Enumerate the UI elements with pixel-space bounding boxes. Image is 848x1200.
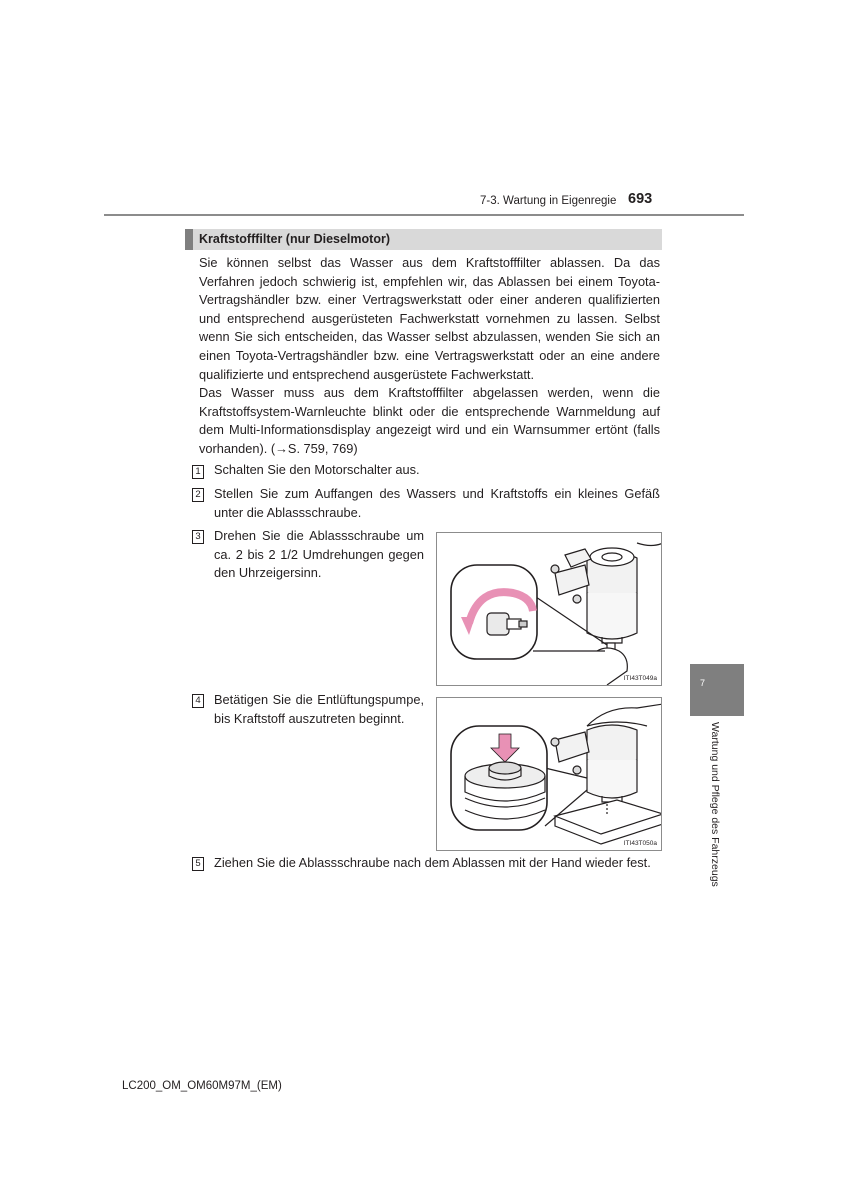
step-text-4: Betätigen Sie die Entlüftungspumpe, bis Kraftstoff auszutreten beginnt.: [214, 692, 424, 726]
chapter-title-vertical: Wartung und Pflege des Fahrzeugs: [709, 722, 721, 887]
step-number-5: 5: [192, 857, 204, 871]
step-text-5: Ziehen Sie die Ablassschraube nach dem Ablassen mit der Hand wieder fest.: [214, 855, 651, 870]
fuel-filter-illustration-2: [437, 698, 662, 851]
step-text-1: Schalten Sie den Motorschalter aus.: [214, 462, 420, 477]
footer-code: LC200_OM_OM60M97M_(EM): [122, 1080, 282, 1092]
step-text-3: Drehen Sie die Ablassschraube um ca. 2 bis 2 1/2 Umdrehungen gegen den Uhrzeigersinn.: [214, 528, 424, 581]
step-number-2: 2: [192, 488, 204, 502]
figure-drain-plug: [436, 532, 662, 686]
step-number-3: 3: [192, 530, 204, 544]
page-number: 693: [628, 191, 653, 207]
running-header-section: 7-3. Wartung in Eigenregie: [480, 195, 617, 207]
section-title: Kraftstofffilter (nur Dieselmotor): [199, 232, 390, 246]
chapter-tab: [690, 664, 744, 716]
fuel-filter-illustration-1: [437, 533, 662, 686]
figure-id-2: ITI43T050a: [623, 840, 657, 847]
step-number-4: 4: [192, 694, 204, 708]
step-number-1: 1: [192, 465, 204, 479]
chapter-number: 7: [700, 678, 706, 688]
figure-id-1: ITI43T049a: [623, 675, 657, 682]
header-rule: [104, 214, 744, 216]
intro-paragraph-2: Das Wasser muss aus dem Kraftstofffilter abgelassen werden, wenn die Kraftstoffsystem-Warnleuchte blinkt oder die entsprechende Warnmeldung auf dem Multi-Informationsdisplay angezeigt wird und ein Warnsummer ertönt (falls vorhanden). (→S. 759, 769): [199, 385, 660, 456]
figure-priming-pump: [436, 697, 662, 851]
section-heading-bar: [185, 229, 662, 250]
step-text-2: Stellen Sie zum Auffangen des Wassers und Kraftstoffs ein kleines Gefäß unter die Ablassschraube.: [214, 486, 660, 520]
intro-paragraph-1: Sie können selbst das Wasser aus dem Kraftstofffilter ablassen. Da das Verfahren jedoch schwierig ist, empfehlen wir, das Ablassen bei einem Toyota-Vertragshändler bzw. einer Vertragswerkstatt oder einer anderen qualifizierten und entsprechend ausgerüsteten Fachwerkstatt vornehmen zu lassen. Selbst wenn Sie sich entscheiden, das Wasser selbst abzulassen, wenden Sie sich an einen Toyota-Vertragshändler bzw. eine Vertragswerkstatt oder an eine andere qualifizierte und entsprechend ausgerüstete Fachwerkstatt.: [199, 255, 660, 382]
